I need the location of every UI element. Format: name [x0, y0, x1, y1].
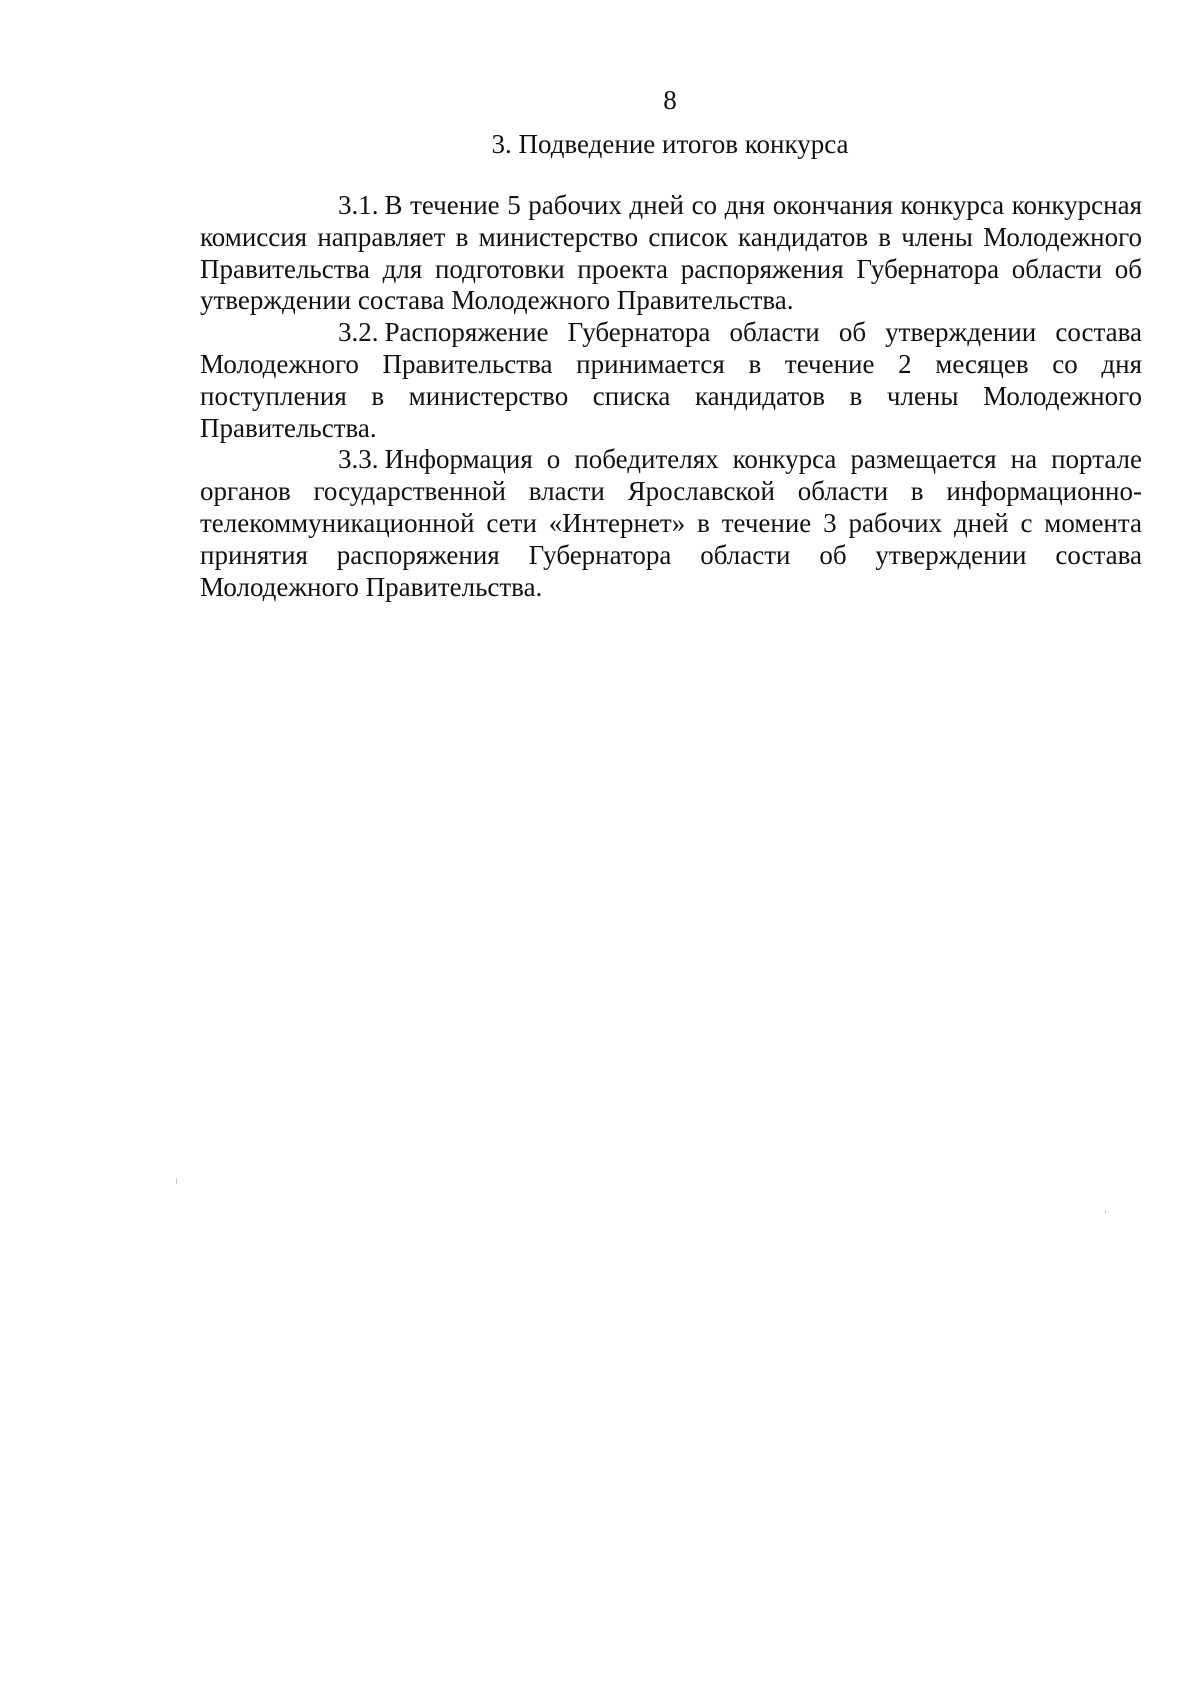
paragraph-3-3 — [200, 444, 1142, 603]
section-title: 3. Подведение итогов конкурса — [491, 129, 849, 159]
paragraph-text: Распоряжение Губернатора области об утверждении состава Молодежного Правительства принимается в течение 2 месяцев со дня поступления в министерство списка кандидатов в члены Молодежного Правительства. — [200, 317, 1142, 443]
paragraph-3-1 — [200, 190, 1142, 317]
paragraph-number: 3.3. — [338, 444, 379, 475]
section-body — [200, 190, 1142, 603]
paragraph-number: 3.2. — [338, 317, 379, 348]
page-number: 8 — [663, 85, 677, 115]
paragraph-3-2 — [200, 317, 1142, 444]
paragraph-text: В течение 5 рабочих дней со дня окончания конкурса конкурсная комиссия направляет в министерство список кандидатов в члены Молодежного Правительства для подготовки проекта распоряжения Губернатора области об утверждении состава Молодежного Правительства. — [200, 190, 1142, 316]
paragraph-number: 3.1. — [338, 190, 379, 220]
scan-speck — [1105, 1210, 1106, 1213]
paragraph-text: Информация о победителях конкурса размещается на портале органов государственной власти Ярославской области в информационно-телекоммуникационной сети «Интернет» в течение 3 рабочих дней с момента принятия распоряжения Губернатора области об утверждении состава Молодежного Правительства. — [200, 444, 1142, 602]
scan-speck — [176, 1178, 177, 1184]
